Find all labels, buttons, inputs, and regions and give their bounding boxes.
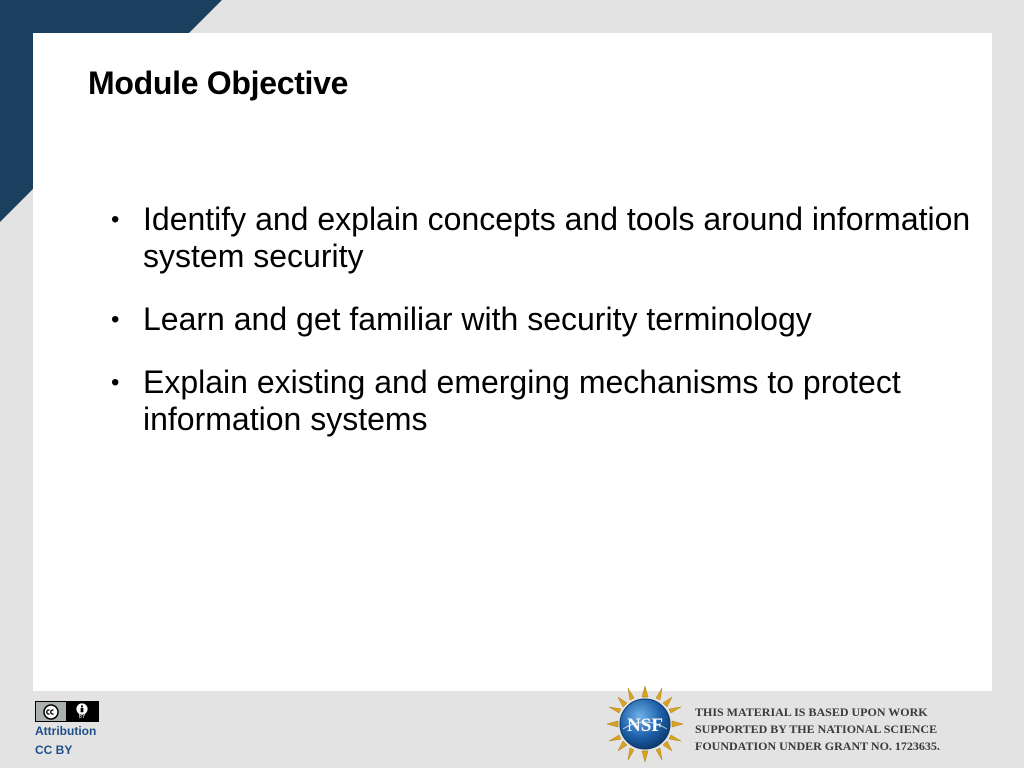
license-label-attribution: Attribution — [35, 724, 97, 738]
bullet-icon: • — [111, 206, 120, 233]
list-item-text: Learn and get familiar with security terminology — [143, 301, 812, 337]
license-block — [35, 701, 115, 760]
license-label-cc-by: CC BY — [35, 743, 73, 757]
funding-line: FOUNDATION UNDER GRANT NO. 1723635. — [695, 739, 940, 753]
list-item — [111, 364, 971, 438]
creative-commons-cc-by-icon — [35, 701, 99, 722]
by-attribution-icon — [66, 702, 98, 721]
slide-title: Module Objective — [88, 65, 349, 101]
objective-list — [111, 201, 971, 464]
list-item — [111, 301, 971, 338]
nsf-logo — [606, 685, 684, 763]
cc-logo-icon — [36, 702, 66, 721]
bullet-icon: • — [111, 369, 120, 396]
funding-line: THIS MATERIAL IS BASED UPON WORK — [695, 705, 928, 719]
list-item — [111, 201, 971, 275]
bullet-icon: • — [111, 306, 120, 333]
nsf-logo-text: NSF — [627, 715, 663, 736]
slide-content-panel — [33, 33, 992, 691]
funding-statement — [695, 704, 940, 755]
list-item-text: Identify and explain concepts and tools around information system security — [143, 201, 971, 274]
cc-by-small-text: BY — [78, 714, 86, 720]
funding-line: SUPPORTED BY THE NATIONAL SCIENCE — [695, 722, 938, 736]
list-item-text: Explain existing and emerging mechanisms to protect information systems — [143, 364, 901, 437]
